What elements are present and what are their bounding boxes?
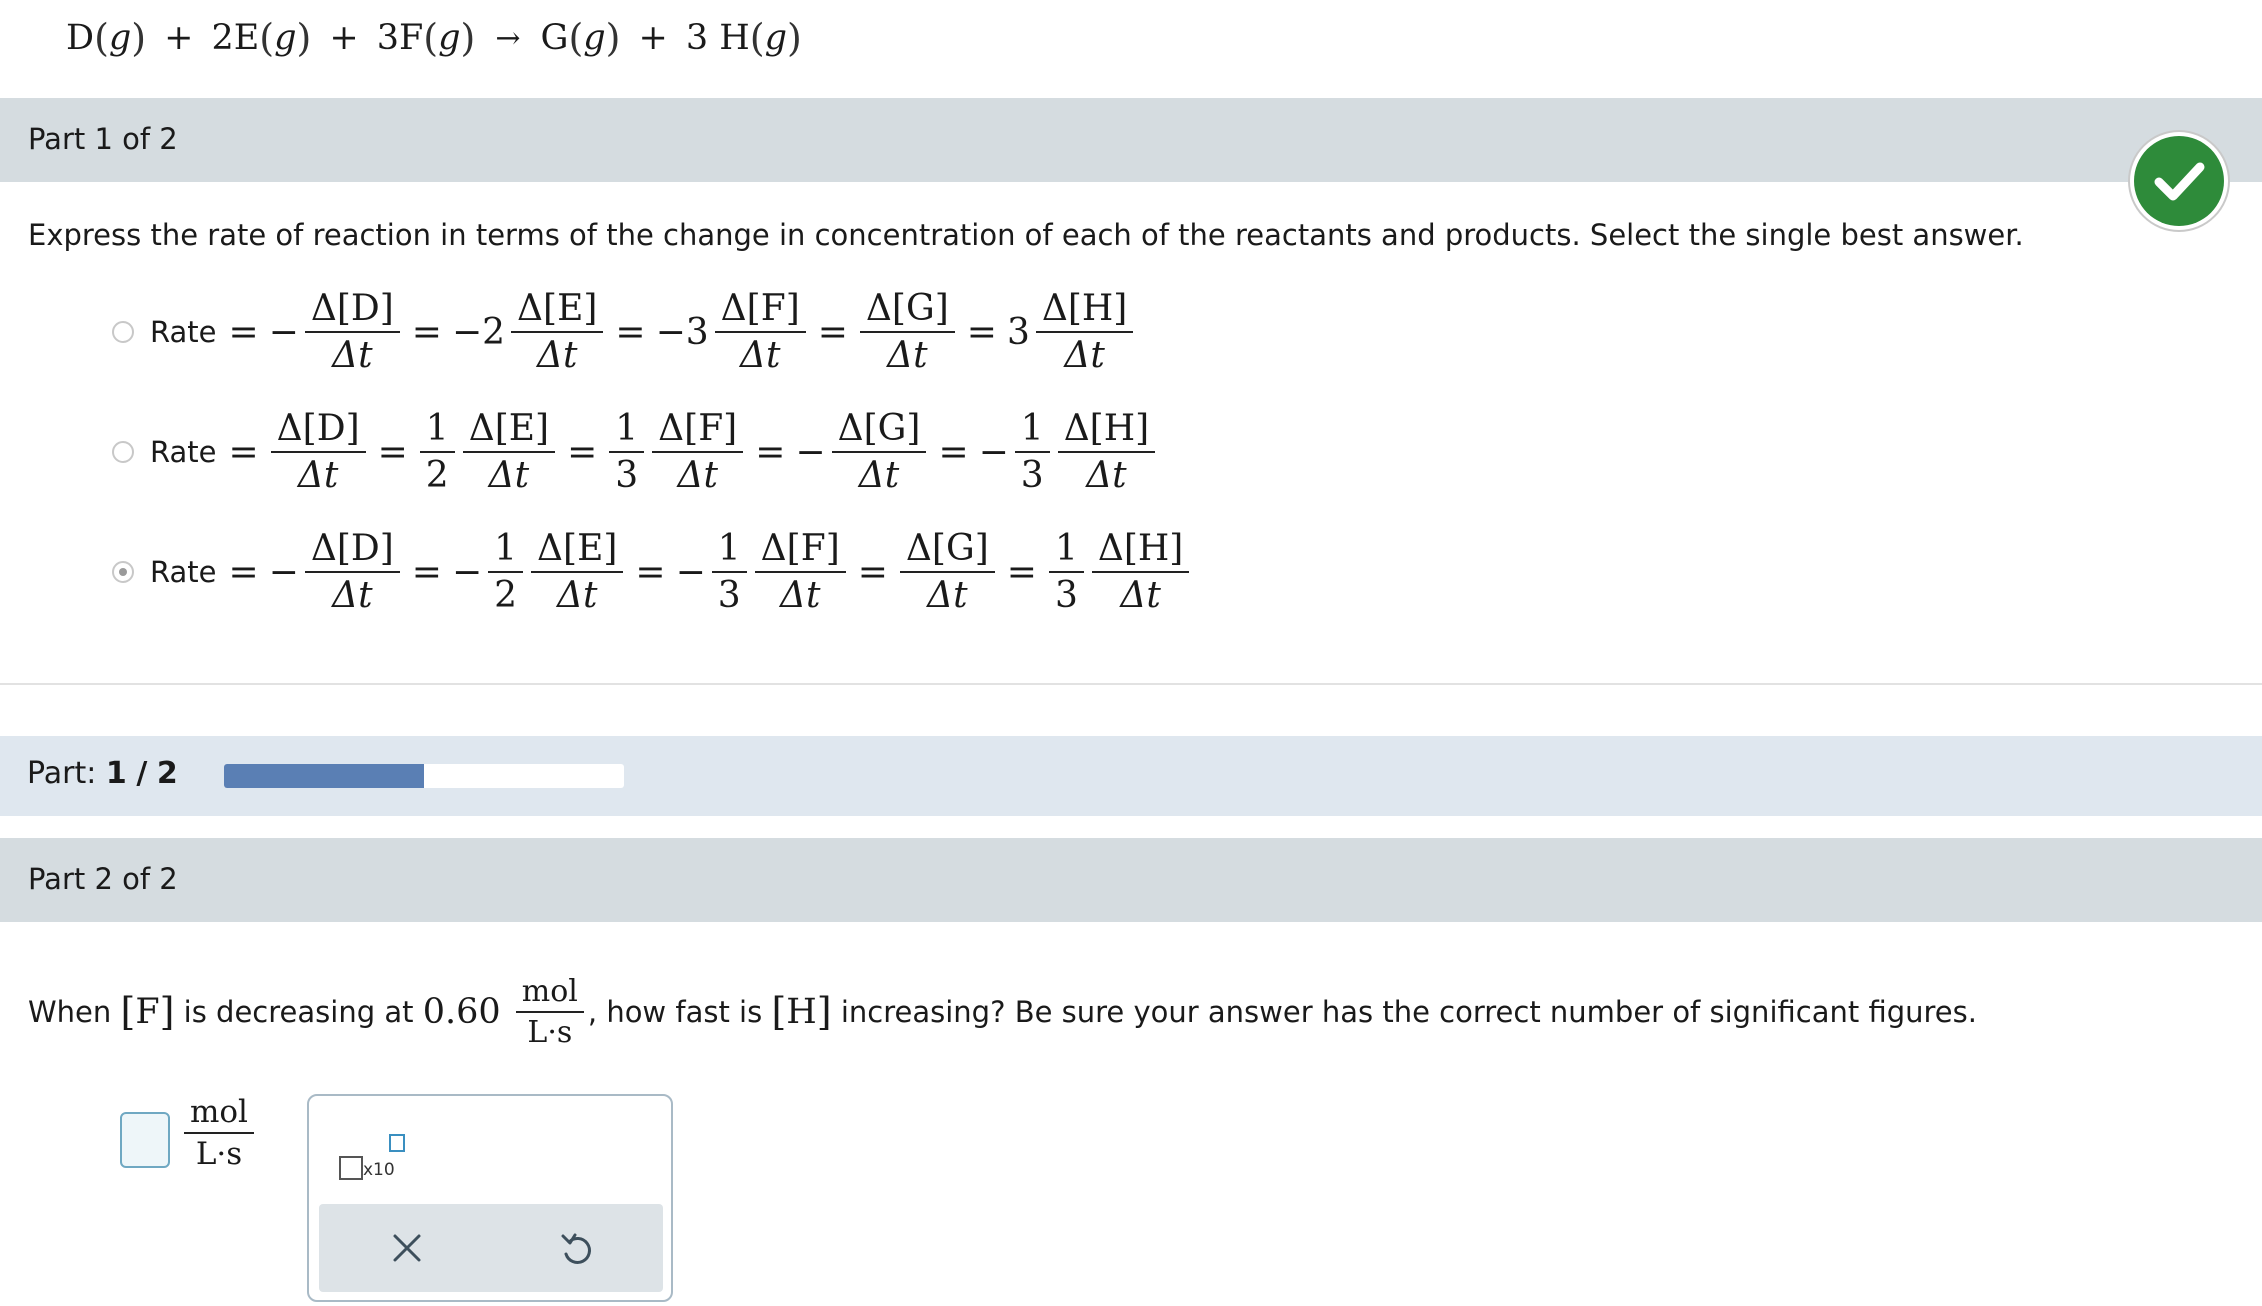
denominator: Δt xyxy=(887,334,928,376)
progress-fill xyxy=(224,764,424,788)
coef-h: 3 xyxy=(685,18,709,58)
plus-sign: + xyxy=(638,18,668,58)
equals-sign: = xyxy=(857,551,888,593)
fraction xyxy=(1092,527,1189,616)
rate-label: Rate xyxy=(150,555,217,589)
bracket-close: ] xyxy=(816,990,832,1034)
unit-numerator: mol xyxy=(516,976,584,1013)
radio-button[interactable] xyxy=(112,321,134,343)
rate-label: Rate xyxy=(150,435,217,469)
progress-bar xyxy=(0,736,2262,816)
denominator: 3 xyxy=(1020,454,1044,496)
coefficient: − xyxy=(268,551,299,593)
numerator: Δ[F] xyxy=(715,290,806,333)
equals-sign: = xyxy=(966,311,997,353)
numerator: Δ[D] xyxy=(271,410,366,453)
coefficient: − xyxy=(978,431,1009,473)
equals-sign: = xyxy=(755,431,786,473)
answer-unit xyxy=(180,1096,258,1170)
plus-sign: + xyxy=(329,18,359,58)
coefficient: −3 xyxy=(655,311,709,353)
denominator: Δt xyxy=(332,334,373,376)
equals-sign: = xyxy=(377,431,408,473)
numerator: Δ[D] xyxy=(305,530,400,573)
fraction xyxy=(1049,527,1084,616)
comma: , xyxy=(587,995,598,1029)
radio-button[interactable] xyxy=(112,561,134,583)
numerator: Δ[E] xyxy=(463,410,555,453)
answer-option-3[interactable] xyxy=(112,520,1193,624)
numerator: 1 xyxy=(712,530,747,573)
fraction xyxy=(305,527,400,616)
species-f: F xyxy=(135,992,160,1032)
denominator: Δt xyxy=(858,454,900,496)
denominator: 3 xyxy=(615,454,639,496)
clear-button[interactable] xyxy=(385,1226,429,1270)
scientific-notation-button[interactable] xyxy=(339,1134,411,1188)
progress-total: 2 xyxy=(156,756,178,791)
rate-value xyxy=(423,976,588,1048)
state-g: g xyxy=(583,18,606,58)
fraction xyxy=(860,287,955,376)
fraction xyxy=(755,527,846,616)
rate-expression xyxy=(221,287,1138,376)
equals-sign: = xyxy=(411,311,442,353)
equals-sign: = xyxy=(1006,551,1037,593)
fraction xyxy=(463,407,555,496)
reaction-equation: D ( g ) + 2 E ( g ) + 3 F ( g ) → G ( g ) + 3 H ( g ) xyxy=(66,16,802,60)
coefficient: − xyxy=(268,311,299,353)
section-divider xyxy=(0,683,2262,685)
answer-input[interactable] xyxy=(120,1112,170,1168)
question-text: how fast is xyxy=(606,995,763,1029)
equals-sign: = xyxy=(411,551,442,593)
numerator: Δ[E] xyxy=(531,530,623,573)
numerator: 1 xyxy=(609,410,644,453)
numerator: Δ[H] xyxy=(1036,290,1133,333)
denominator: 3 xyxy=(717,574,741,616)
denominator: Δt xyxy=(677,454,718,496)
denominator: Δt xyxy=(1086,454,1127,496)
denominator: Δt xyxy=(1120,574,1161,616)
bracket-open: [ xyxy=(120,990,136,1034)
state-d: g xyxy=(108,18,132,58)
coefficient: − xyxy=(795,431,826,473)
denominator: Δt xyxy=(557,574,598,616)
coef-f: 3 xyxy=(376,18,399,58)
part2-question xyxy=(28,960,1977,1064)
progress-label xyxy=(27,756,178,791)
progress-separator: / xyxy=(136,756,148,791)
plus-sign: + xyxy=(164,18,194,58)
numerator: Δ[F] xyxy=(755,530,846,573)
denominator: 2 xyxy=(494,574,518,616)
denominator: 2 xyxy=(425,454,449,496)
part1-header: Part 1 of 2 xyxy=(28,122,178,156)
coefficient: − xyxy=(675,551,706,593)
reactant-f: F xyxy=(398,18,424,58)
denominator: Δt xyxy=(297,454,339,496)
denominator: Δt xyxy=(1064,334,1105,376)
equals-sign: = xyxy=(938,431,969,473)
fraction xyxy=(1036,287,1133,376)
fraction xyxy=(420,407,455,496)
undo-button[interactable] xyxy=(555,1226,599,1270)
equals-sign: = xyxy=(228,431,259,473)
species-h: H xyxy=(786,992,817,1032)
state-h: g xyxy=(764,18,788,58)
denominator: Δt xyxy=(779,574,821,616)
state-f: g xyxy=(438,18,461,58)
coefficient: − xyxy=(451,551,483,593)
numerator: Δ[H] xyxy=(1092,530,1189,573)
numerator: Δ[E] xyxy=(511,290,603,333)
equals-sign: = xyxy=(228,551,259,593)
product-h: H xyxy=(719,18,750,58)
numerator: 1 xyxy=(1015,410,1050,453)
numerator: Δ[F] xyxy=(652,410,743,453)
bracket-open: [ xyxy=(771,990,787,1034)
numerator: Δ[G] xyxy=(832,410,927,453)
base-placeholder-icon xyxy=(339,1156,363,1180)
numerator: Δ[D] xyxy=(305,290,400,333)
coef-e: 2 xyxy=(211,18,234,58)
x10-label: x10 xyxy=(363,1160,395,1180)
progress-track xyxy=(224,764,624,788)
bracket-close: ] xyxy=(159,990,175,1034)
numerator: Δ[H] xyxy=(1058,410,1155,453)
progress-prefix: Part: xyxy=(27,756,97,791)
denominator: Δt xyxy=(332,574,373,616)
reactant-d: D xyxy=(66,18,95,58)
unit-numerator: mol xyxy=(184,1096,254,1134)
reactant-e: E xyxy=(233,18,260,58)
equals-sign: = xyxy=(635,551,666,593)
fraction xyxy=(531,527,623,616)
numerator: 1 xyxy=(420,410,455,453)
fraction xyxy=(832,407,927,496)
equals-sign: = xyxy=(567,431,598,473)
fraction xyxy=(609,407,644,496)
state-e: g xyxy=(274,18,297,58)
reaction-arrow-icon: → xyxy=(495,20,521,56)
denominator: Δt xyxy=(739,334,781,376)
equals-sign: = xyxy=(615,311,646,353)
exponent-placeholder-icon xyxy=(389,1134,405,1152)
tool-actions-bar xyxy=(319,1204,663,1292)
question-text: increasing? Be sure your answer has the correct number of significant figures. xyxy=(840,995,1977,1029)
answer-option-2[interactable] xyxy=(112,400,1159,504)
undo-icon xyxy=(555,1226,599,1270)
radio-button[interactable] xyxy=(112,441,134,463)
equals-sign: = xyxy=(228,311,259,353)
part1-status-check xyxy=(2134,136,2224,226)
denominator: Δt xyxy=(537,334,578,376)
numerator: Δ[G] xyxy=(900,530,995,573)
unit-denominator: L·s xyxy=(195,1135,243,1172)
equals-sign: = xyxy=(817,311,848,353)
denominator: Δt xyxy=(488,454,530,496)
fraction xyxy=(305,287,400,376)
fraction xyxy=(712,527,747,616)
question-text: When xyxy=(28,995,112,1029)
rate-expression xyxy=(221,527,1194,616)
unit-fraction xyxy=(184,1096,254,1170)
rate-number: 0.60 xyxy=(422,992,501,1032)
rate-label: Rate xyxy=(150,315,217,349)
fraction xyxy=(652,407,743,496)
fraction xyxy=(1058,407,1155,496)
coefficient: 3 xyxy=(1006,311,1030,353)
fraction xyxy=(271,407,366,496)
numerator: Δ[G] xyxy=(860,290,955,333)
fraction xyxy=(1015,407,1050,496)
coefficient: −2 xyxy=(451,311,506,353)
question-text: is decreasing at xyxy=(183,995,414,1029)
part2-header-bar xyxy=(0,838,2262,922)
numerator: 1 xyxy=(488,530,523,573)
fraction xyxy=(488,527,523,616)
progress-current: 1 xyxy=(105,756,127,791)
part1-header-bar xyxy=(0,98,2262,182)
numerator: 1 xyxy=(1049,530,1084,573)
denominator: Δt xyxy=(927,574,968,616)
fraction xyxy=(900,527,995,616)
part1-instruction: Express the rate of reaction in terms of the change in concentration of each of the reactants and products. Select the single best answer. xyxy=(28,218,2024,252)
math-tool-panel xyxy=(307,1094,673,1302)
fraction xyxy=(511,287,603,376)
denominator: 3 xyxy=(1054,574,1078,616)
unit-denominator: L·s xyxy=(527,1014,573,1050)
rate-expression xyxy=(221,407,1160,496)
check-icon xyxy=(2134,136,2224,226)
answer-option-1[interactable] xyxy=(112,280,1137,384)
fraction xyxy=(715,287,806,376)
part2-header: Part 2 of 2 xyxy=(28,862,178,896)
close-icon xyxy=(385,1226,429,1270)
product-g: G xyxy=(540,18,569,58)
unit-fraction xyxy=(516,976,584,1048)
